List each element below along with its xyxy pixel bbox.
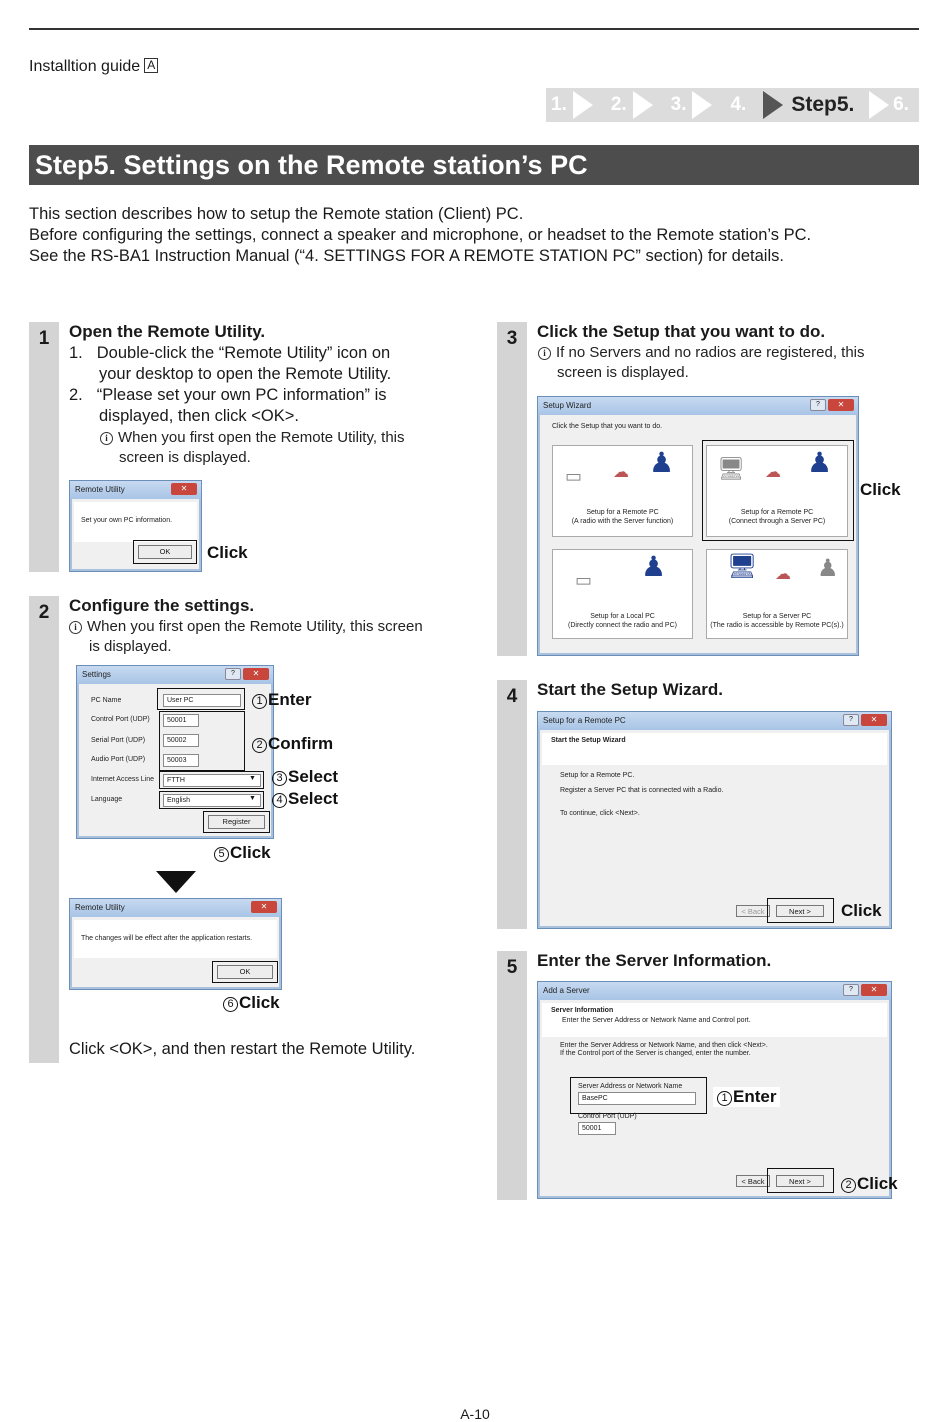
crumb-4: 4. (730, 94, 747, 115)
remote-utility-dialog: Remote Utility ✕ Set your own PC information. OK (69, 480, 202, 572)
crumb-step5: Step5. (791, 93, 855, 116)
select-callout: 3 Select (272, 767, 338, 787)
ok-button[interactable]: OK (217, 965, 273, 979)
cloud-icon: ☁ (765, 464, 781, 481)
step-1-number: 1 (38, 328, 50, 349)
step-breadcrumb (546, 88, 919, 122)
close-icon[interactable]: ✕ (828, 399, 854, 411)
cloud-icon: ☁ (775, 566, 791, 583)
user-laptop-icon: ♟ (641, 551, 667, 582)
next-button[interactable]: Next > (776, 1175, 824, 1187)
chevron-right-icon (633, 91, 653, 119)
highlight-box (159, 771, 264, 789)
control-port-input[interactable]: 50001 (163, 714, 199, 727)
radio-icon: ▭ (565, 466, 583, 486)
click-callout: Click (860, 480, 901, 499)
step-3-note: i If no Servers and no radios are registered, this screen is displayed. (538, 343, 865, 382)
intro-line: This section describes how to setup the Remote station (Client) PC. (29, 205, 524, 223)
step-3-title: Click the Setup that you want to do. (537, 322, 826, 341)
step-3-number: 3 (506, 328, 518, 349)
user-icon: ♟ (817, 555, 839, 582)
settings-dialog: Settings ? ✕ PC Name Control Port (UDP) Serial Port (UDP) Audio Port (UDP) Internet Access Line Language User PC 50001 50002 50003 FTTH English ▼ ▼ Register (76, 665, 274, 839)
back-button[interactable]: < Back (736, 1175, 770, 1187)
help-icon[interactable]: ? (843, 984, 859, 996)
step-4-number: 4 (506, 686, 518, 707)
chevron-right-icon (763, 91, 783, 119)
top-rule (29, 28, 919, 30)
radio-icon: ▭ (575, 570, 593, 590)
help-icon[interactable]: ? (225, 668, 241, 680)
step-2-bar (29, 596, 59, 1063)
setup-card-local[interactable]: ▭ ♟ Setup for a Local PC (Directly connect the radio and PC) (552, 549, 693, 639)
step-4-title: Start the Setup Wizard. (537, 680, 723, 699)
enter-callout: 1 Enter (252, 690, 311, 710)
user-laptop-icon: ♟ (649, 447, 675, 478)
step-2-note: i When you first open the Remote Utility, this screen is displayed. (69, 617, 423, 656)
ok-button[interactable]: OK (138, 545, 192, 559)
step-1-item-1: 1. Double-click the “Remote Utility” icon on your desktop to open the Remote Utility. 2. “Please set your own PC information” is displayed, then click <OK>. (69, 344, 392, 425)
add-server-dialog: Add a Server ? ✕ Server Information Enter the Server Address or Network Name and Control port. Enter the Server Address or Network Name, and then click <Next>. If the Control port of the Server is changed, enter the number. Server Address or Network Name BasePC Control Port (UDP) 50001 < Back Next > (537, 981, 892, 1199)
step-5-title: Enter the Server Information. (537, 951, 772, 970)
highlight-box (159, 791, 264, 809)
restart-dialog: Remote Utility ✕ The changes will be effect after the application restarts. OK (69, 898, 282, 990)
guide-badge: A (144, 58, 158, 73)
control-port-input[interactable]: 50001 (578, 1122, 616, 1135)
highlight-box (159, 711, 245, 771)
close-icon[interactable]: ✕ (251, 901, 277, 913)
step-1-bar (29, 322, 59, 572)
step-4-bar (497, 680, 527, 929)
setup-card-server[interactable]: 🖥 ☁ ♟ Setup for a Server PC (The radio is accessible by Remote PC(s).) (706, 549, 848, 639)
next-button[interactable]: Next > (776, 905, 824, 917)
crumb-1: 1. (546, 91, 606, 119)
crumb-2: 2. (606, 91, 666, 119)
setup-remote-dialog: Setup for a Remote PC ? ✕ Start the Setup Wizard Setup for a Remote PC. Register a Server PC that is connected with a Radio. To continue, click <Next>. < Back Next > (537, 711, 892, 929)
setup-card-remote-radio[interactable]: ▭ ☁ ♟ Setup for a Remote PC (A radio with the Server function) (552, 445, 693, 537)
click-callout: 6 Click (223, 993, 280, 1013)
step-5-bar (497, 951, 527, 1200)
step-2-title: Configure the settings. (69, 596, 255, 615)
click-callout: Click (841, 901, 882, 920)
language-select[interactable]: English (163, 794, 261, 807)
intro-line: Before configuring the settings, connect a speaker and microphone, or headset to the Remote station’s PC. (29, 226, 812, 244)
server-address-input[interactable]: BasePC (578, 1092, 696, 1105)
click-callout: Click (207, 543, 248, 562)
chevron-right-icon (869, 91, 889, 119)
click-callout: 2 Click (841, 1174, 898, 1194)
intro-text (29, 204, 811, 267)
crumb-3: 3. (666, 91, 726, 119)
back-button[interactable]: < Back (736, 905, 770, 917)
step-2-closing: Click <OK>, and then restart the Remote Utility. (69, 1040, 416, 1058)
info-icon: i (538, 347, 551, 360)
user-laptop-icon: ♟ (807, 447, 833, 478)
step-5-number: 5 (506, 957, 518, 978)
server-pc-icon: 🖥 (727, 553, 758, 580)
intro-line: See the RS-BA1 Instruction Manual (“4. SETTINGS FOR A REMOTE STATION PC” section) for details. (29, 247, 784, 265)
confirm-callout: 2 Confirm (252, 734, 333, 754)
server-pc-icon: 🖥 (717, 456, 745, 481)
audio-port-input[interactable]: 50003 (163, 754, 199, 767)
chevron-right-icon (692, 91, 712, 119)
step-1-title: Open the Remote Utility. (69, 322, 266, 341)
crumb-6: 6. (893, 94, 909, 115)
select-callout: 4 Select (272, 789, 338, 809)
click-callout: 5 Click (214, 843, 271, 863)
step-2-number: 2 (38, 602, 50, 623)
close-icon[interactable]: ✕ (861, 984, 887, 996)
chevron-down-icon: ▼ (249, 795, 256, 802)
step-1-note: i When you first open the Remote Utility, this screen is displayed. (100, 428, 405, 467)
chevron-right-icon (573, 91, 593, 119)
enter-callout: 1 Enter (713, 1087, 780, 1107)
highlight-box (157, 688, 245, 710)
guide-label: Installtion guide A (29, 58, 158, 76)
close-icon[interactable]: ✕ (171, 483, 197, 495)
section-banner: Step5. Settings on the Remote station’s PC (29, 145, 919, 185)
setup-wizard-dialog: Setup Wizard ? ✕ Click the Setup that you want to do. ▭ ☁ ♟ Setup for a Remote PC (A radio with the Server function) 🖥 ☁ ♟ Setup for a Remote PC (Connect through a Server PC) ▭ ♟ Setup for a Local PC (Directly connect the radio and PC) 🖥 ☁ ♟ Setup for a Server PC (The radio is accessible by Remote PC(s).) (537, 396, 859, 656)
close-icon[interactable]: ✕ (861, 714, 887, 726)
close-icon[interactable]: ✕ (243, 668, 269, 680)
cloud-icon: ☁ (613, 464, 629, 481)
pc-name-input[interactable]: User PC (163, 694, 241, 707)
help-icon[interactable]: ? (810, 399, 826, 411)
register-button[interactable]: Register (208, 815, 265, 829)
info-icon: i (69, 621, 82, 634)
arrow-down-icon (156, 871, 196, 893)
step-3-bar (497, 322, 527, 656)
chevron-down-icon: ▼ (249, 775, 256, 782)
setup-card-remote-server[interactable]: 🖥 ☁ ♟ Setup for a Remote PC (Connect through a Server PC) (706, 445, 848, 537)
page-number: A-10 (460, 1406, 490, 1422)
help-icon[interactable]: ? (843, 714, 859, 726)
internet-line-select[interactable]: FTTH (163, 774, 261, 787)
info-icon: i (100, 432, 113, 445)
serial-port-input[interactable]: 50002 (163, 734, 199, 747)
